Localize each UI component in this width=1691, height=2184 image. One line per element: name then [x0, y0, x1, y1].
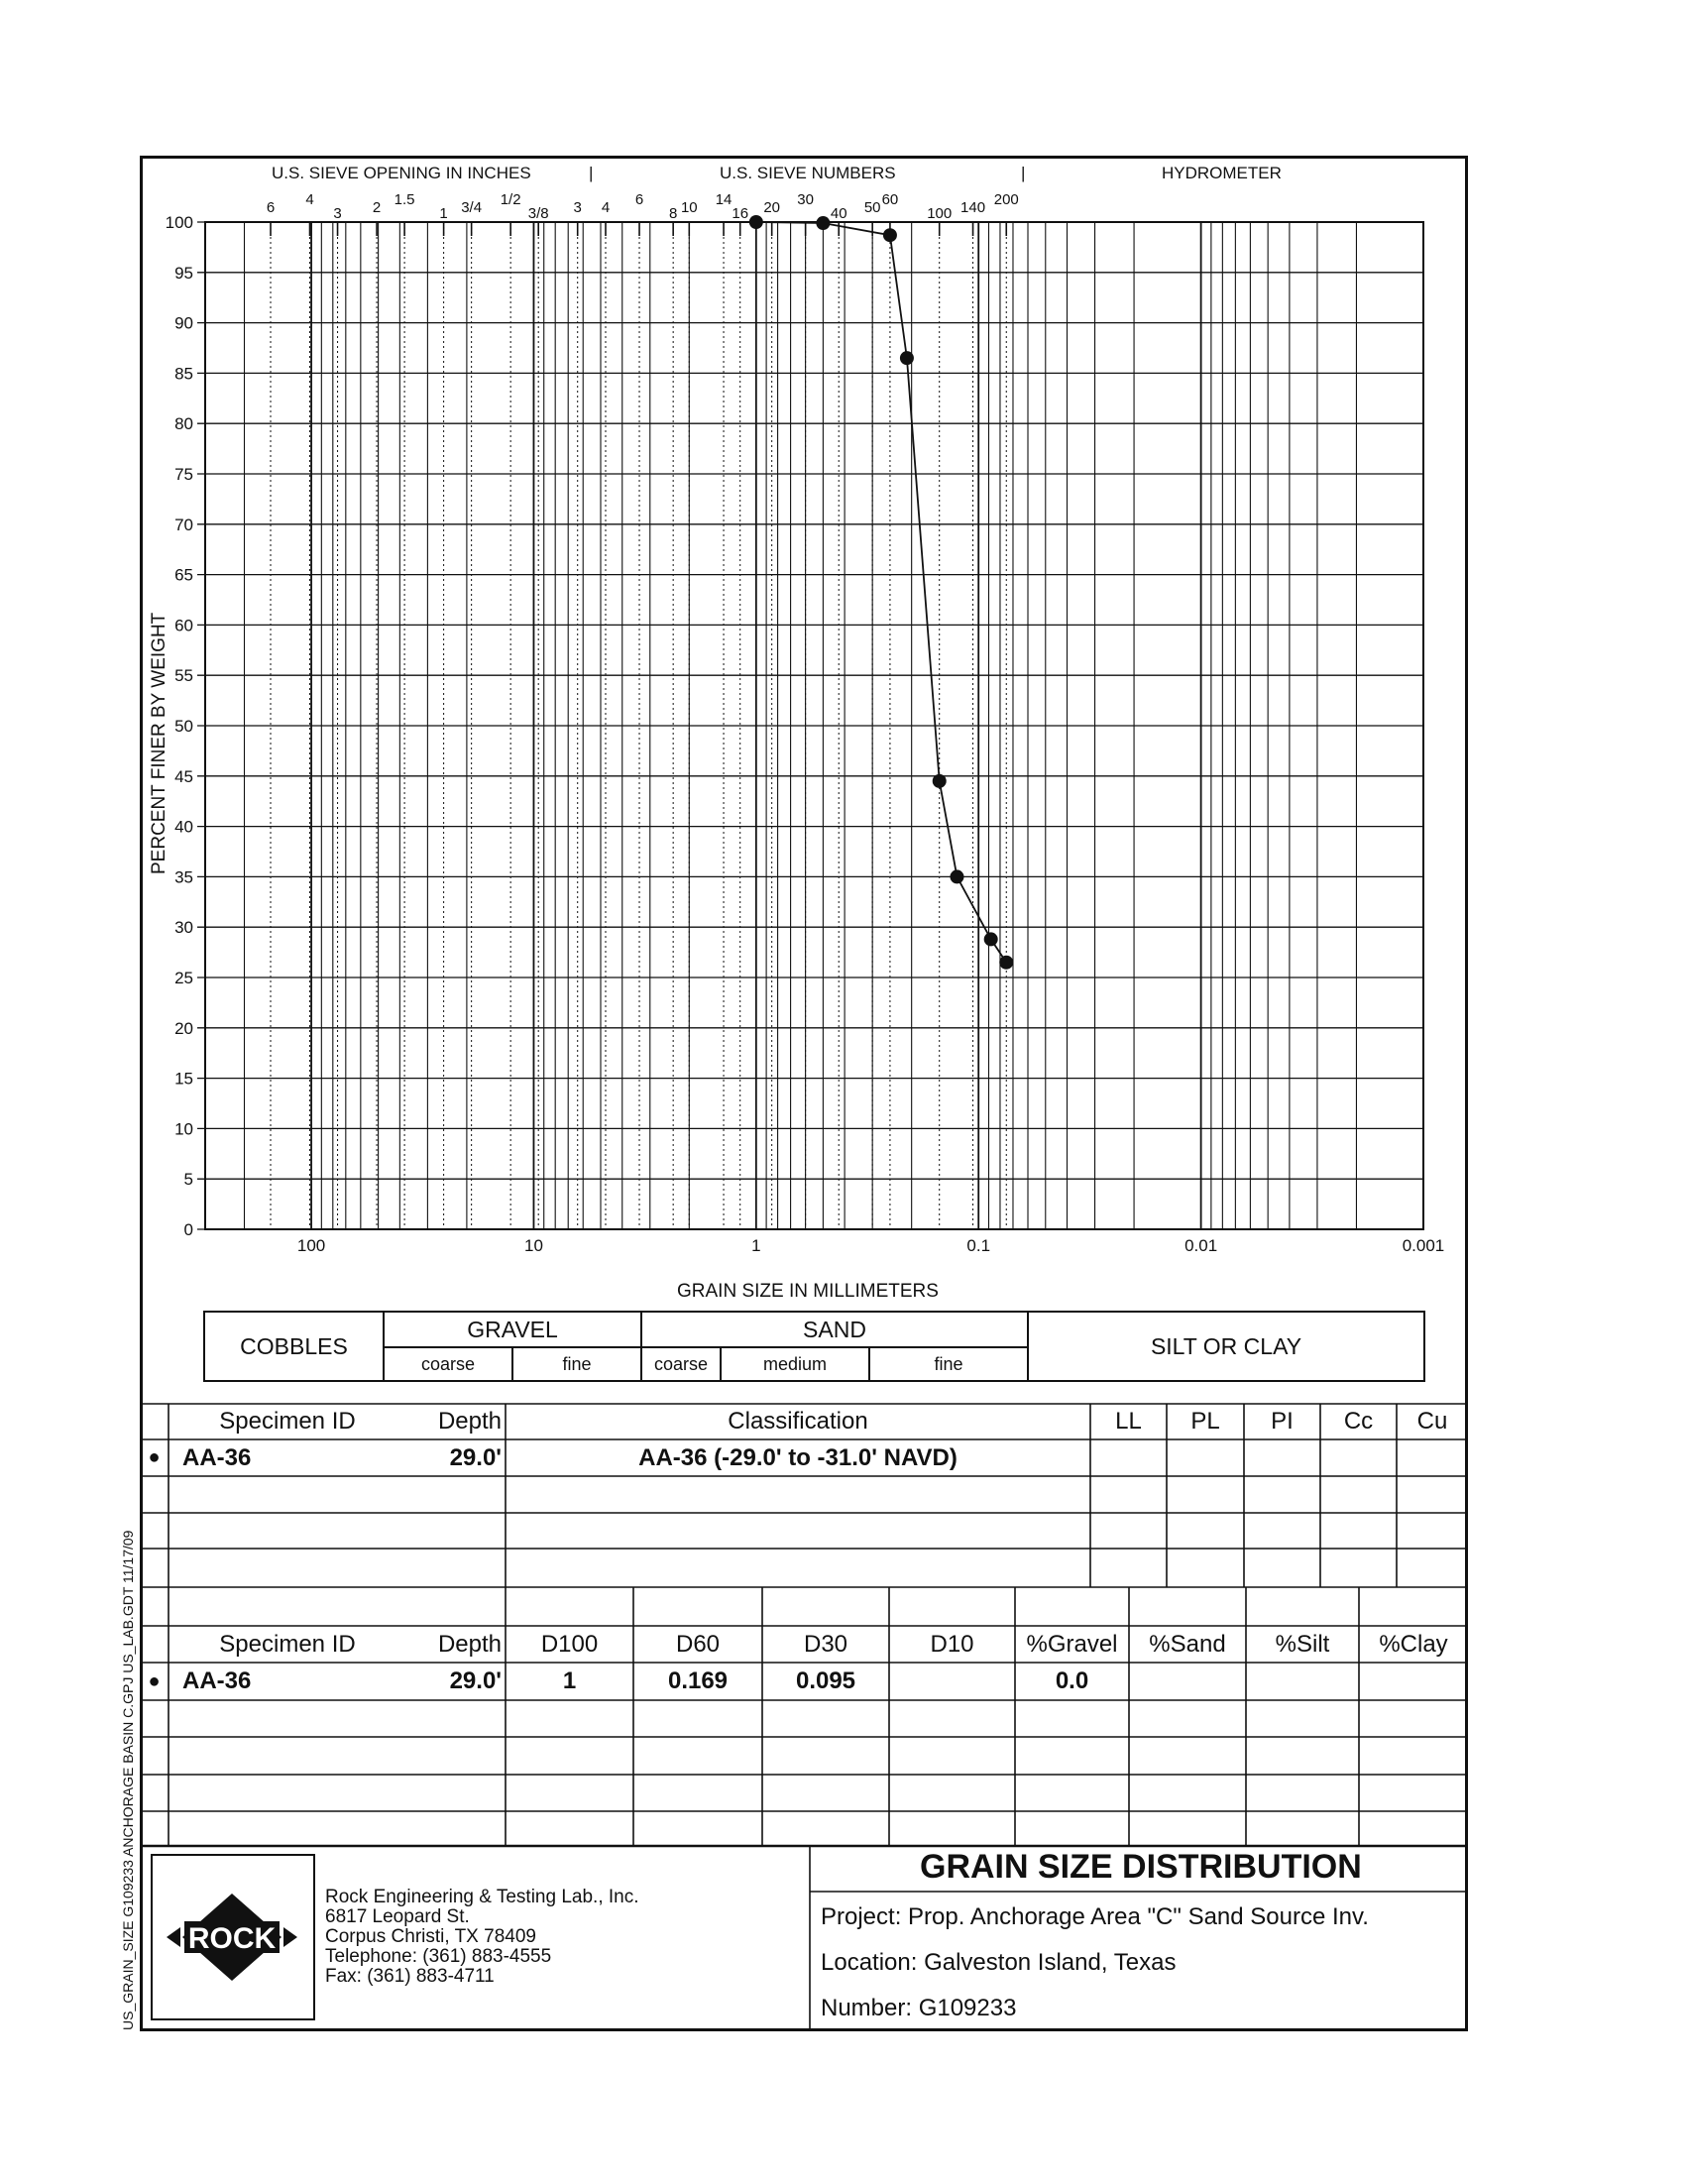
sand-medium-label: medium: [762, 1353, 828, 1374]
t2-row-marker: ●: [148, 1669, 161, 1692]
y-tick-label: 25: [174, 969, 193, 987]
sieve-inch-label: 2: [372, 199, 382, 216]
x-tick-label: 0.01: [1184, 1236, 1218, 1255]
y-tick-label: 15: [174, 1069, 193, 1089]
header-separator-1: |: [589, 164, 594, 182]
sieve-number-label: 100: [927, 205, 953, 222]
t2-row-gravel: 0.0: [1055, 1667, 1089, 1694]
x-tick-label: 100: [296, 1236, 326, 1255]
sieve-number-label: 30: [797, 191, 814, 208]
y-tick-label: 55: [174, 666, 193, 686]
project-line: Project: Prop. Anchorage Area "C" Sand Source Inv.: [821, 1903, 1369, 1930]
y-tick-label: 45: [174, 766, 193, 786]
t1-header-classification: Classification: [728, 1408, 868, 1435]
y-tick-label: 75: [174, 465, 193, 484]
sieve-inch-label: 1: [439, 205, 448, 222]
sand-label: SAND: [803, 1316, 866, 1342]
t2-row-d30: 0.095: [795, 1667, 856, 1694]
sieve-number-label: 60: [881, 191, 899, 208]
sieve-inch-label: 3/4: [461, 199, 483, 216]
sieve-number-label: 200: [993, 191, 1019, 208]
sieve-inch-label: 3: [573, 199, 582, 216]
t2-header-gravel: %Gravel: [1026, 1630, 1118, 1658]
header-separator-2: |: [1021, 164, 1026, 182]
gravel-fine-label: fine: [562, 1353, 592, 1374]
x-axis-title: GRAIN SIZE IN MILLIMETERS: [677, 1281, 939, 1302]
number-line: Number: G109233: [821, 1995, 1017, 2021]
y-tick-label: 85: [174, 364, 193, 384]
y-axis-title: PERCENT FINER BY WEIGHT: [149, 612, 169, 874]
t1-header-ll: LL: [1115, 1408, 1142, 1435]
sieve-inch-label: 6: [266, 199, 276, 216]
sieve-number-label: 50: [863, 199, 881, 216]
sieve-number-label: 4: [601, 199, 611, 216]
company-fax: Fax: (361) 883-4711: [325, 1966, 495, 1987]
silt-clay-label: SILT OR CLAY: [1150, 1332, 1302, 1359]
t2-header-specimen: Specimen ID: [219, 1630, 356, 1658]
t1-header-cu: Cu: [1416, 1408, 1448, 1435]
sieve-inch-label: 1/2: [500, 191, 521, 208]
company-phone: Telephone: (361) 883-4555: [325, 1946, 552, 1967]
sieve-number-label: 20: [763, 199, 781, 216]
sieve-inch-label: 4: [305, 191, 314, 208]
y-tick-label: 0: [183, 1220, 193, 1239]
sieve-numbers-label: U.S. SIEVE NUMBERS: [720, 164, 896, 182]
y-tick-label: 30: [174, 918, 193, 938]
company-address1: 6817 Leopard St.: [325, 1906, 470, 1927]
y-tick-label: 95: [174, 263, 193, 283]
cobbles-label: COBBLES: [240, 1332, 348, 1359]
t2-header-sand: %Sand: [1149, 1630, 1226, 1658]
sieve-inch-label: 3/8: [527, 205, 549, 222]
y-tick-label: 70: [174, 515, 193, 534]
sieve-number-label: 40: [830, 205, 847, 222]
y-tick-label: 5: [183, 1170, 193, 1190]
t1-header-specimen: Specimen ID: [219, 1408, 356, 1435]
t2-header-silt: %Silt: [1275, 1630, 1330, 1658]
sieve-number-label: 14: [715, 191, 733, 208]
t1-header-pi: PI: [1271, 1408, 1294, 1435]
t1-row-classification: AA-36 (-29.0' to -31.0' NAVD): [638, 1443, 958, 1471]
t1-header-depth: Depth: [437, 1408, 502, 1435]
y-tick-label: 65: [174, 565, 193, 585]
y-tick-label: 50: [174, 717, 193, 736]
t2-row-d100: 1: [562, 1667, 577, 1694]
sieve-number-label: 10: [680, 199, 698, 216]
t2-header-d60: D60: [675, 1630, 721, 1658]
t2-row-depth: 29.0': [449, 1667, 502, 1694]
y-tick-label: 40: [174, 817, 193, 837]
x-tick-label: 1: [751, 1236, 761, 1255]
t1-header-pl: PL: [1190, 1408, 1220, 1435]
report-title: GRAIN SIZE DISTRIBUTION: [920, 1848, 1362, 1886]
location-line: Location: Galveston Island, Texas: [821, 1949, 1177, 1976]
x-tick-label: 10: [523, 1236, 543, 1255]
y-tick-label: 60: [174, 616, 193, 635]
sieve-inch-label: 1.5: [394, 191, 415, 208]
t1-row-depth: 29.0': [449, 1443, 502, 1471]
t1-header-cc: Cc: [1343, 1408, 1374, 1435]
sieve-number-label: 6: [634, 191, 644, 208]
y-tick-label: 100: [165, 213, 193, 232]
company-name: Rock Engineering & Testing Lab., Inc.: [325, 1887, 639, 1907]
y-tick-label: 35: [174, 867, 193, 887]
sand-coarse-label: coarse: [653, 1353, 709, 1374]
sieve-number-label: 140: [960, 199, 986, 216]
t2-header-d10: D10: [930, 1630, 974, 1658]
x-tick-label: 0.1: [966, 1236, 991, 1255]
sand-fine-label: fine: [934, 1353, 963, 1374]
logo-text: ROCK: [187, 1922, 277, 1955]
t2-row-id: AA-36: [182, 1667, 252, 1694]
company-address2: Corpus Christi, TX 78409: [325, 1926, 536, 1947]
y-tick-label: 80: [174, 414, 193, 434]
gravel-coarse-label: coarse: [420, 1353, 476, 1374]
sieve-number-label: 8: [668, 205, 678, 222]
sieve-inch-label: 3: [333, 205, 342, 222]
y-tick-label: 10: [174, 1119, 193, 1139]
t1-row-id: AA-36: [182, 1443, 252, 1471]
hydrometer-label: HYDROMETER: [1162, 164, 1282, 182]
y-tick-label: 20: [174, 1018, 193, 1038]
t2-header-clay: %Clay: [1379, 1630, 1448, 1658]
gravel-label: GRAVEL: [467, 1316, 558, 1342]
side-file-label: US_GRAIN_SIZE G109233 ANCHORAGE BASIN C.GPJ US_LAB.GDT 11/17/09: [120, 1530, 136, 2030]
t2-row-d60: 0.169: [667, 1667, 729, 1694]
sieve-opening-label: U.S. SIEVE OPENING IN INCHES: [272, 164, 531, 182]
y-tick-label: 90: [174, 313, 193, 333]
t2-header-d30: D30: [803, 1630, 848, 1658]
t1-row-marker: ●: [148, 1446, 161, 1468]
t2-header-d100: D100: [540, 1630, 599, 1658]
x-tick-label: 0.001: [1402, 1236, 1445, 1255]
t2-header-depth: Depth: [437, 1630, 502, 1658]
sieve-number-label: 16: [732, 205, 749, 222]
